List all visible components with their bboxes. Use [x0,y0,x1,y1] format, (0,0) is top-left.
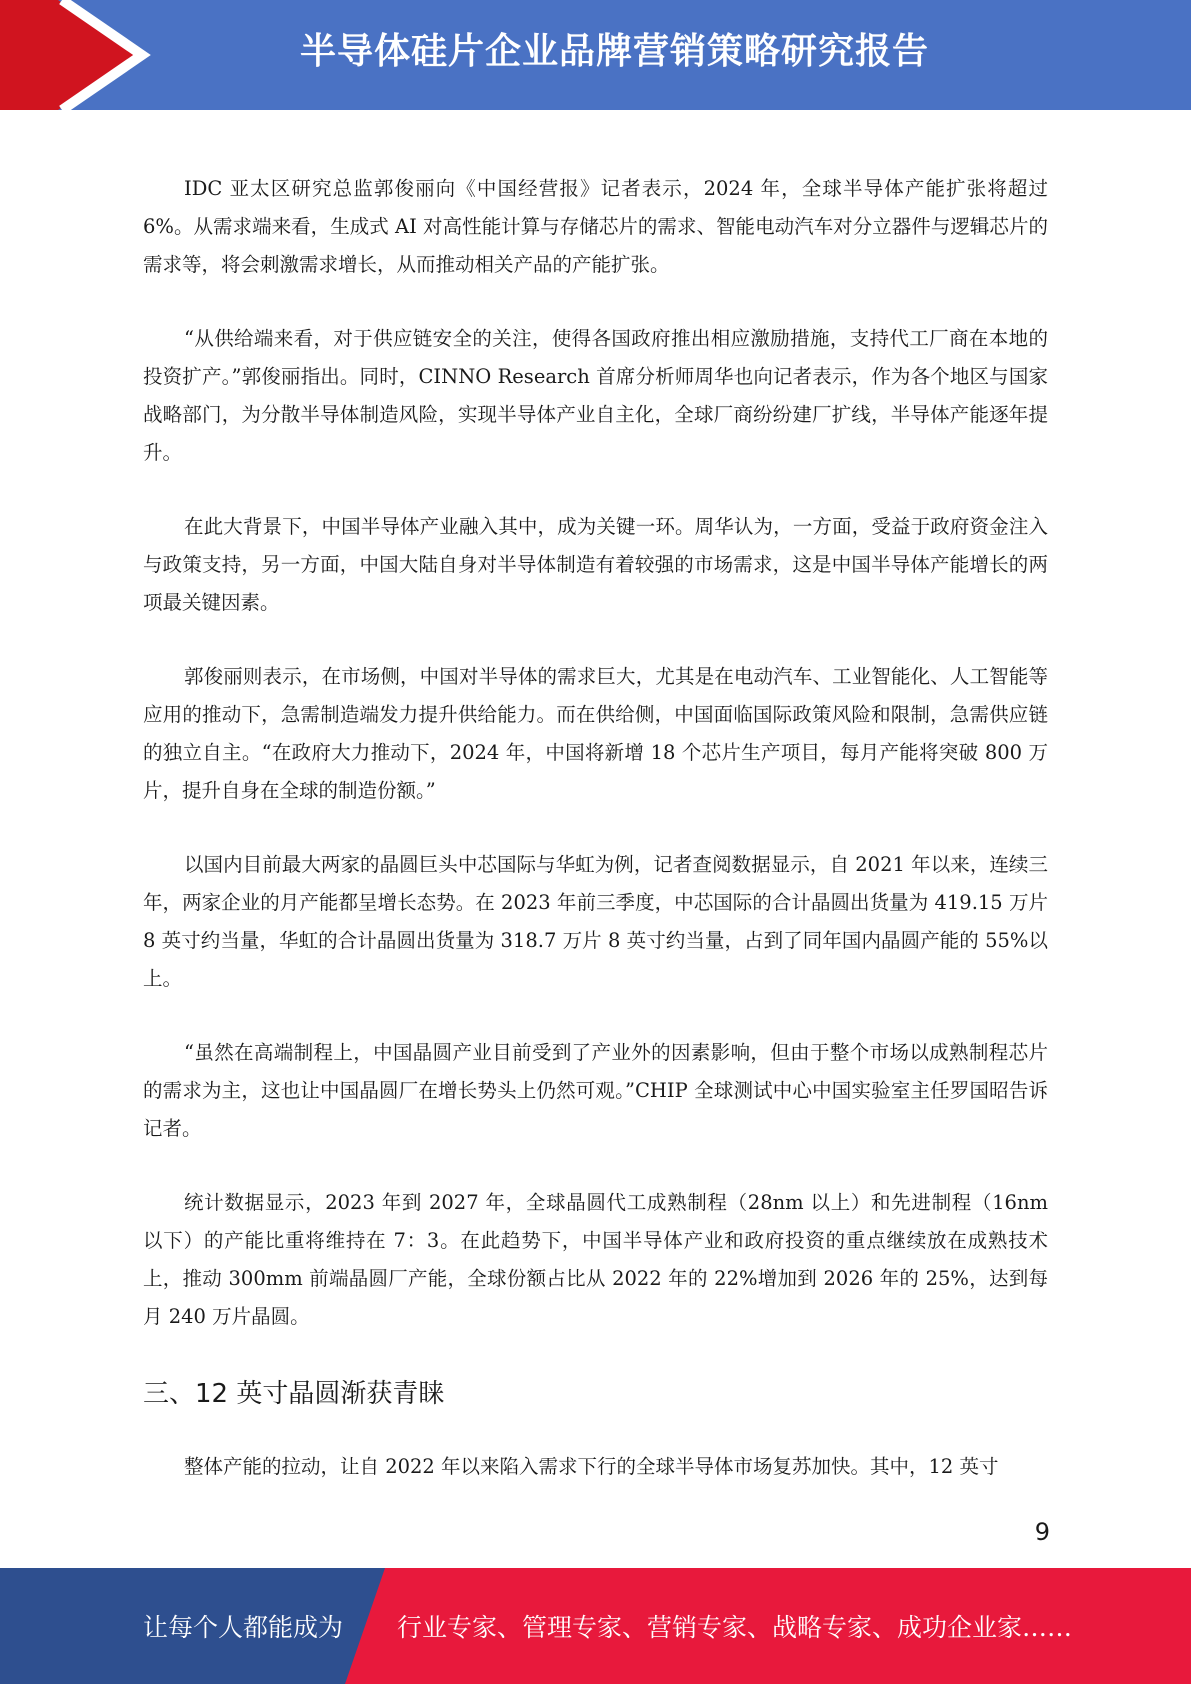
page-number: 9 [1034,1518,1050,1546]
red-arrow-decoration [0,0,160,110]
page-footer [0,1568,1191,1684]
paragraph-8: 整体产能的拉动，让自 2022 年以来陷入需求下行的全球半导体市场复苏加快。其中，12 英寸 [184,1455,999,1478]
footer-slogan-left: 让每个人都能成为 [143,1613,344,1642]
paragraph-6: “虽然在高端制程上，中国晶圆产业目前受到了产业外的因素影响，但由于整个市场以成熟制程芯片的需求为主，这也让中国晶圆厂在增长势头上仍然可观。”CHIP 全球测试中心中国实验室主任罗国昭告诉记者。 [143,1041,1048,1140]
paragraph-4: 郭俊丽则表示，在市场侧，中国对半导体的需求巨大，尤其是在电动汽车、工业智能化、人工智能等应用的推动下，急需制造端发力提升供给能力。而在供给侧，中国面临国际政策风险和限制，急需供应链的独立自主。“在政府大力推动下，2024 年，中国将新增 18 个芯片生产项目，每月产能将突破 800 万片，提升自身在全球的制造份额。” [143,665,1048,802]
footer-slogan-right: 行业专家、管理专家、营销专家、战略专家、成功企业家…… [397,1613,1073,1642]
paragraph-3: 在此大背景下，中国半导体产业融入其中，成为关键一环。周华认为，一方面，受益于政府资金注入与政策支持，另一方面，中国大陆自身对半导体制造有着较强的市场需求，这是中国半导体产能增长的两项最关键因素。 [143,515,1048,614]
paragraph-2: “从供给端来看，对于供应链安全的关注，使得各国政府推出相应激励措施，支持代工厂商在本地的投资扩产。”郭俊丽指出。同时，CINNO Research 首席分析师周华也向记者表示，作为各个地区与国家战略部门，为分散半导体制造风险，实现半导体产业自主化，全球厂商纷纷建厂扩线，半导体产能逐年提升。 [143,327,1048,464]
paragraph-1: IDC 亚太区研究总监郭俊丽向《中国经营报》记者表示，2024 年，全球半导体产能扩张将超过 6%。从需求端来看，生成式 AI 对高性能计算与存储芯片的需求、智能电动汽车对分立器件与逻辑芯片的需求等，将会刺激需求增长，从而推动相关产品的产能扩张。 [143,177,1048,276]
paragraph-5: 以国内目前最大两家的晶圆巨头中芯国际与华虹为例，记者查阅数据显示，自 2021 年以来，连续三年，两家企业的月产能都呈增长态势。在 2023 年前三季度，中芯国际的合计晶圆出货量为 419.15 万片 8 英寸约当量，华虹的合计晶圆出货量为 318.7 万片 8 英寸约当量，占到了同年国内晶圆产能的 55%以上。 [143,853,1048,990]
report-title: 半导体硅片企业品牌营销策略研究报告 [300,31,930,72]
paragraph-7: 统计数据显示，2023 年到 2027 年，全球晶圆代工成熟制程（28nm 以上）和先进制程（16nm 以下）的产能比重将维持在 7：3。在此趋势下，中国半导体产业和政府投资的重点继续放在成熟技术上，推动 300mm 前端晶圆厂产能，全球份额占比从 2022 年的 22%增加到 2026 年的 25%，达到每月 240 万片晶圆。 [143,1191,1048,1328]
page-header [0,0,1191,110]
section-heading: 三、12 英寸晶圆渐获青睐 [143,1379,445,1409]
body-content [143,170,1048,1522]
